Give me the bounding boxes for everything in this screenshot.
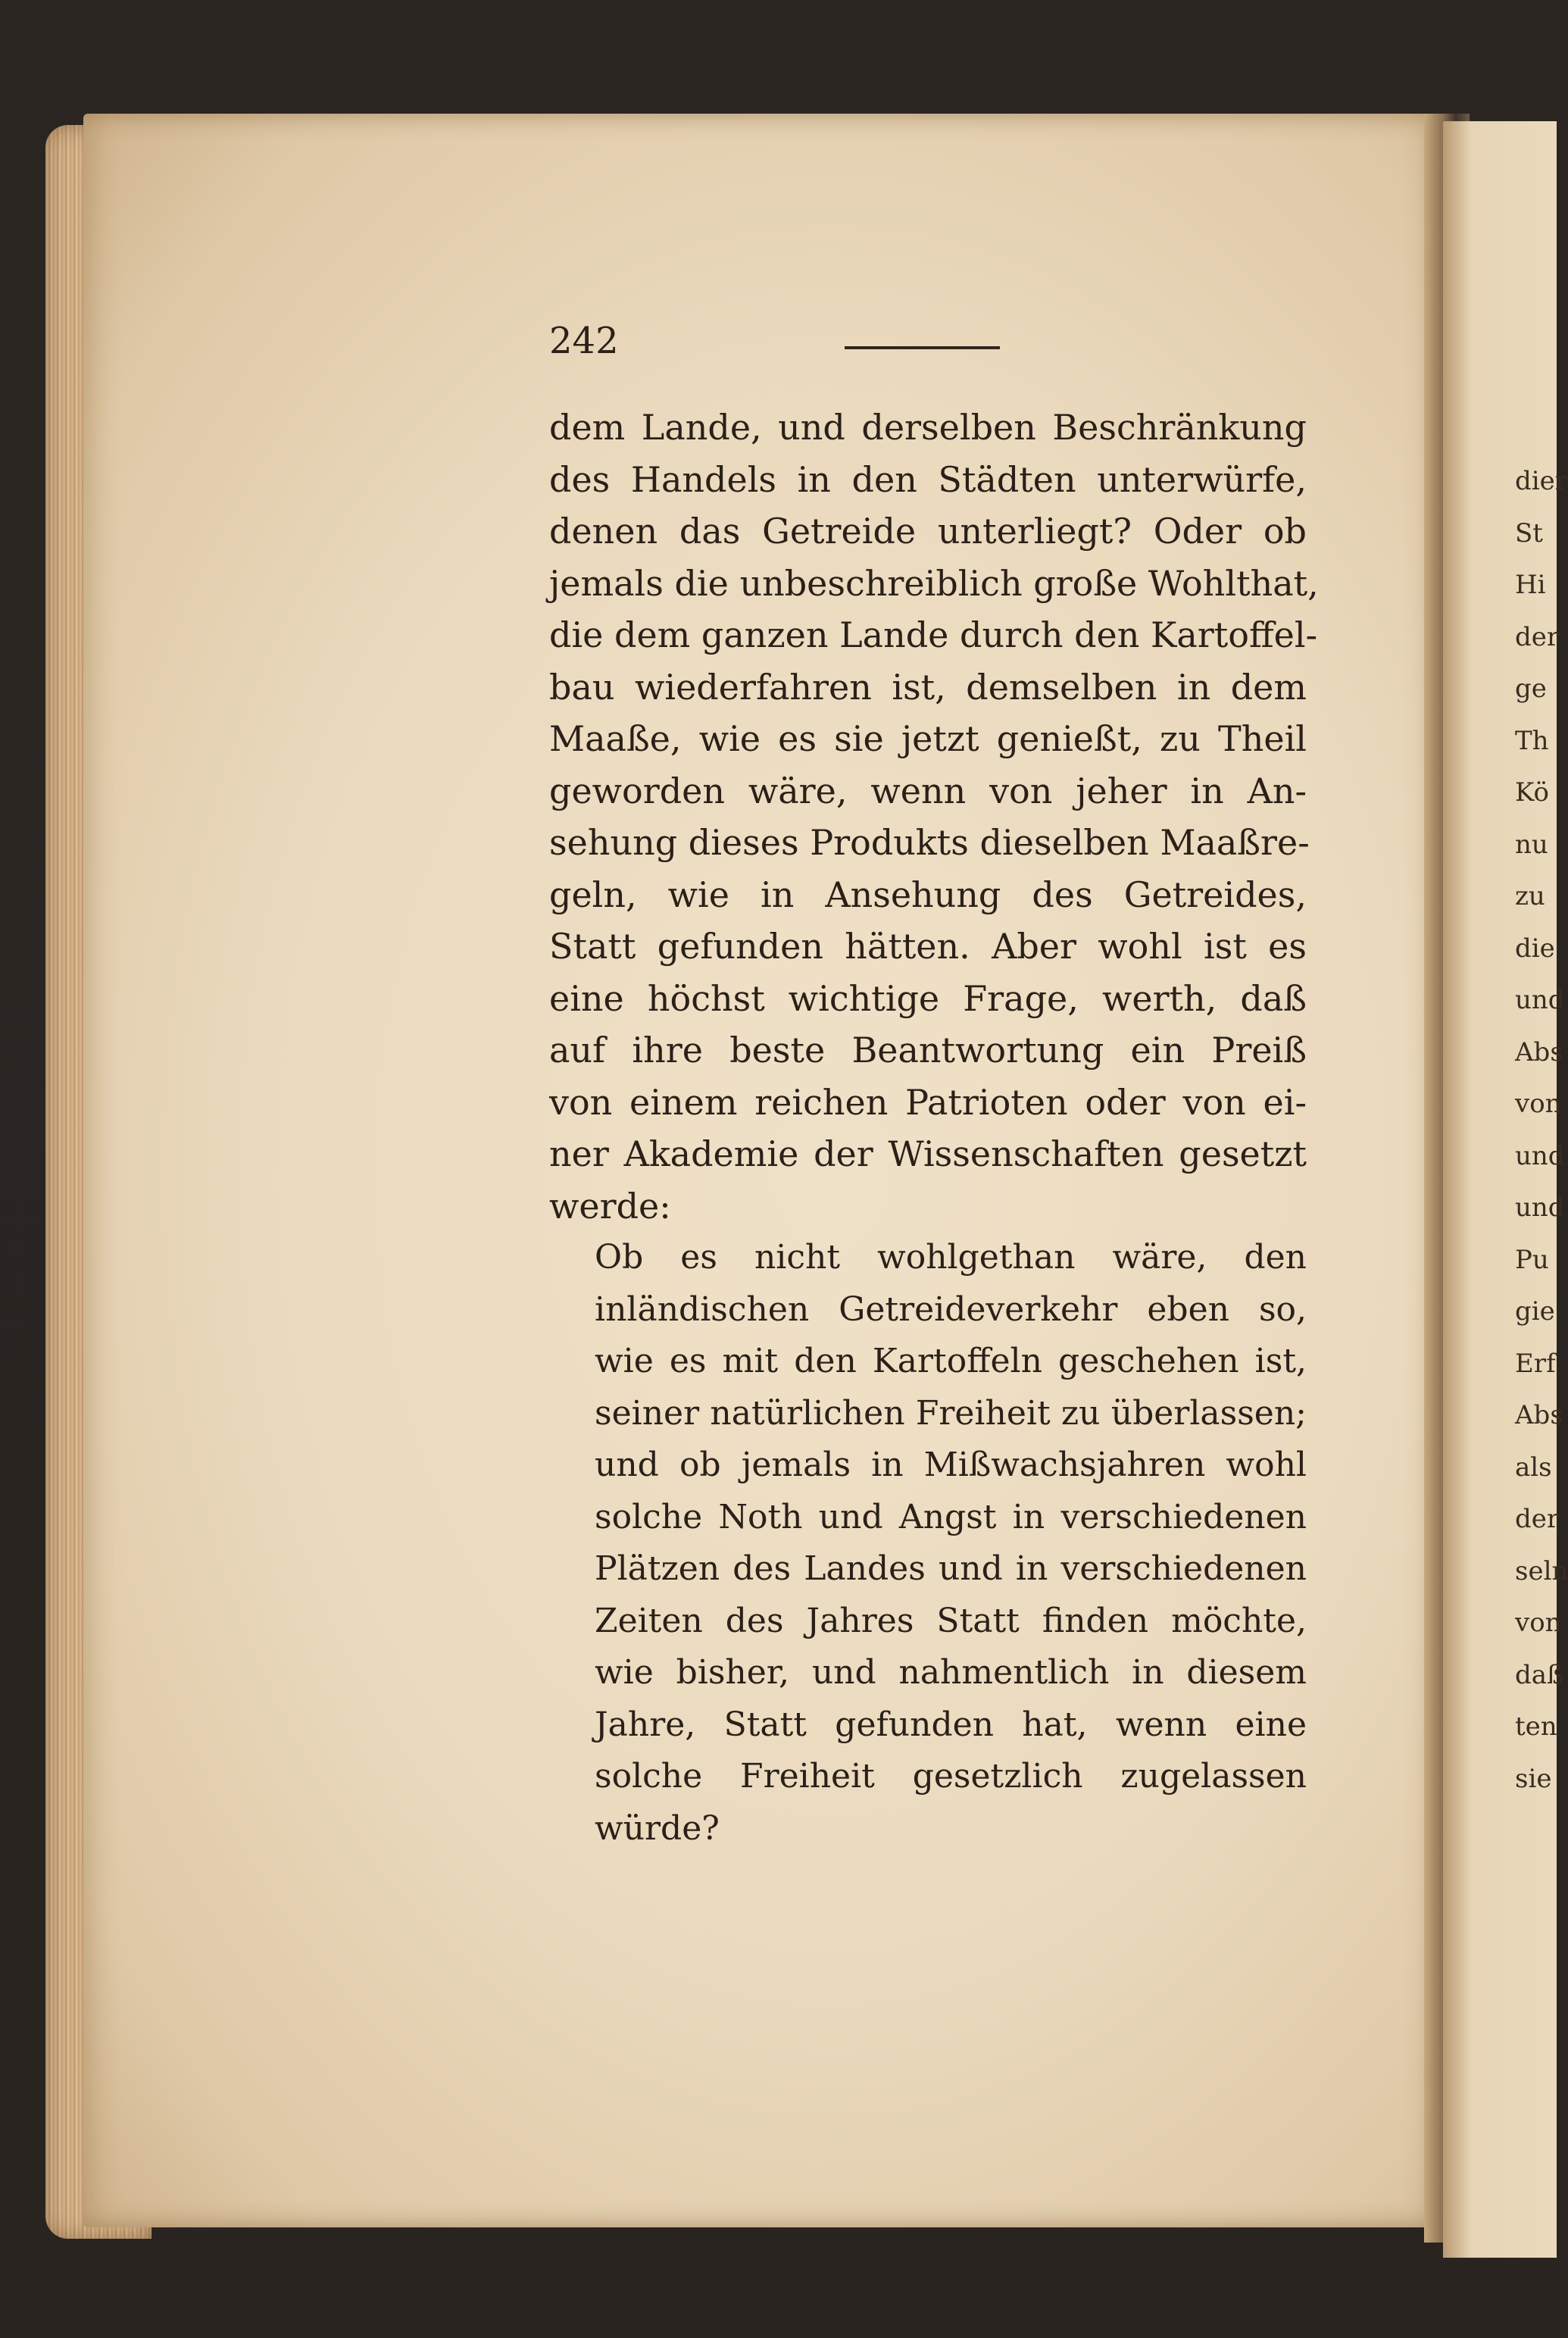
text-line: geworden wäre, wenn von jeher in An- xyxy=(549,770,1307,811)
text-line: wie bisher, und nahmentlich in diesem xyxy=(595,1653,1307,1692)
main-text-block xyxy=(549,402,1319,1855)
text-line: auf ihre beste Beantwortung ein Preiß xyxy=(549,1030,1307,1071)
adjacent-page-fragment: und xyxy=(1515,1192,1565,1223)
text-line: Maaße, wie es sie jetzt genießt, zu Theil xyxy=(549,718,1307,759)
adjacent-page-fragment: Kö xyxy=(1515,777,1549,808)
adjacent-page-fragment: ten xyxy=(1515,1711,1557,1742)
adjacent-page-fragment: von xyxy=(1515,1089,1562,1119)
page-number: 242 xyxy=(549,320,619,362)
text-line: ner Akademie der Wissenschaften gesetzt xyxy=(549,1133,1307,1174)
text-line: Jahre, Statt gefunden hat, wenn eine xyxy=(595,1705,1307,1744)
adjacent-page-fragment: dier xyxy=(1515,466,1568,496)
adjacent-page-fragment: und xyxy=(1515,1140,1565,1171)
text-line: jemals die unbeschreiblich große Wohlthat, xyxy=(549,562,1319,604)
adjacent-page-fragment: gie xyxy=(1515,1296,1555,1327)
adjacent-page-fragment: sie xyxy=(1515,1763,1552,1794)
text-line: des Handels in den Städten unterwürfe, xyxy=(549,458,1307,500)
text-line: und ob jemals in Mißwachsjahren wohl xyxy=(595,1446,1307,1484)
header-rule xyxy=(845,346,1000,349)
adjacent-page-fragment: Pu xyxy=(1515,1244,1549,1275)
adjacent-page-fragment: von xyxy=(1515,1608,1562,1638)
text-line: inländischen Getreideverkehr eben so, xyxy=(595,1289,1307,1329)
text-line: seiner natürlichen Freiheit zu überlassen; xyxy=(595,1393,1307,1433)
adjacent-page xyxy=(1443,121,1568,2258)
adjacent-page-fragment: Abs xyxy=(1515,1036,1563,1067)
adjacent-page-fragment: Th xyxy=(1515,725,1549,756)
adjacent-page-fragment: als xyxy=(1515,1452,1552,1483)
paragraph-1 xyxy=(549,402,1319,1232)
adjacent-page-fragment: zu xyxy=(1515,881,1545,911)
adjacent-page-fragment: daß xyxy=(1515,1659,1564,1690)
text-line: solche Noth und Angst in verschiedenen xyxy=(595,1497,1307,1536)
adjacent-page-fragment: der xyxy=(1515,621,1560,652)
text-line: Zeiten des Jahres Statt finden möchte, xyxy=(595,1601,1307,1640)
text-line: Ob es nicht wohlgethan wäre, den xyxy=(595,1238,1307,1277)
text-line: eine höchst wichtige Frage, werth, daß xyxy=(549,977,1307,1019)
adjacent-page-fragment: und xyxy=(1515,985,1565,1015)
text-line: geln, wie in Ansehung des Getreides, xyxy=(549,874,1307,915)
adjacent-page-fragment: seln xyxy=(1515,1555,1568,1586)
text-line: bau wiederfahren ist, demselben in dem xyxy=(549,666,1307,708)
adjacent-page-fragment: nu xyxy=(1515,829,1548,860)
adjacent-page-fragment: Hi xyxy=(1515,570,1546,600)
adjacent-page-fragment: ge xyxy=(1515,674,1547,704)
text-line: solche Freiheit gesetzlich zugelassen xyxy=(595,1757,1307,1796)
text-line: von einem reichen Patrioten oder von ei- xyxy=(549,1081,1307,1123)
adjacent-page-fragment: die xyxy=(1515,933,1555,964)
text-line: werde: xyxy=(549,1185,671,1227)
adjacent-page-fragment: Abs xyxy=(1515,1400,1563,1430)
text-line: die dem ganzen Lande durch den Kartoffel- xyxy=(549,614,1318,655)
text-line: denen das Getreide unterliegt? Oder ob xyxy=(549,511,1307,552)
adjacent-page-fragment: der xyxy=(1515,1504,1560,1534)
text-line: wie es mit den Kartoffeln geschehen ist, xyxy=(595,1342,1307,1380)
text-line: Statt gefunden hätten. Aber wohl ist es xyxy=(549,926,1307,967)
paragraph-2 xyxy=(595,1232,1307,1855)
adjacent-page-fragment: St xyxy=(1515,517,1543,549)
text-line: würde? xyxy=(595,1808,720,1848)
text-line: dem Lande, und derselben Beschränkung xyxy=(549,407,1307,448)
text-line: Plätzen des Landes und in verschiedenen xyxy=(595,1549,1307,1588)
adjacent-page-fragment: Erf xyxy=(1515,1348,1556,1379)
text-line: sehung dieses Produkts dieselben Maaßre- xyxy=(549,822,1310,863)
